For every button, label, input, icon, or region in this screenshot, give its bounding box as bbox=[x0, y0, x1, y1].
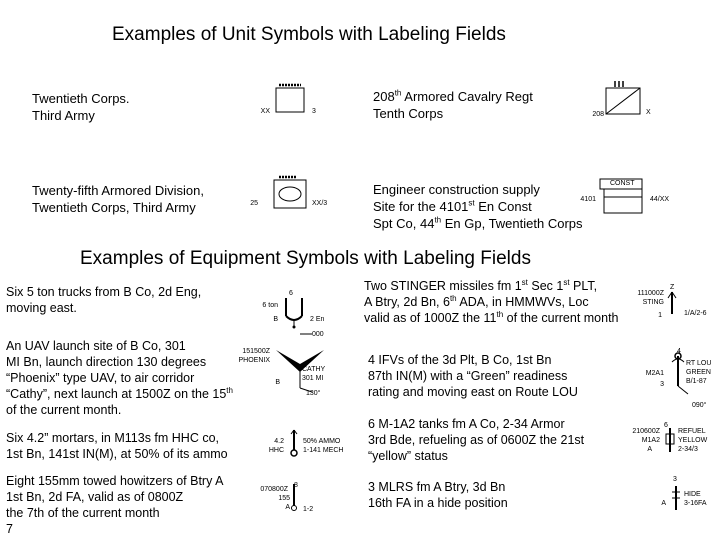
cavalry-description: 208th Armored Cavalry Regt Tenth Corps bbox=[373, 88, 533, 121]
division-unit-symbol bbox=[268, 172, 312, 222]
tanks-left-label-1: 210600Z bbox=[632, 428, 660, 435]
tanks-top-label: 6 bbox=[664, 422, 668, 429]
mlrs-right-label-1: HIDE bbox=[684, 491, 701, 498]
tanks-right-label-1: REFUEL bbox=[678, 428, 706, 435]
mortars-right-label-2: 1-141 MECH bbox=[303, 447, 344, 454]
tanks-right-label-3: 2-34/3 bbox=[678, 446, 698, 453]
cavalry-left-label: 208 bbox=[592, 111, 604, 118]
uav-equipment-symbol bbox=[270, 330, 330, 400]
howitzers-top-label: 8 bbox=[294, 482, 298, 489]
howitzers-right-label: 1-2 bbox=[303, 506, 314, 513]
trucks-left-label-1: 6 ton bbox=[262, 302, 278, 309]
engineer-right-label: 44/XX bbox=[650, 196, 670, 203]
uav-left-label-3: B bbox=[275, 379, 280, 386]
trucks-right-label: 2 En bbox=[310, 316, 325, 323]
tanks-description: 6 M-1A2 tanks fm A Co, 2-34 Armor 3rd Bde, refueling as of 0600Z the 21st “yellow” status bbox=[368, 417, 585, 463]
uav-left-label-2: PHOENIX bbox=[238, 357, 270, 364]
uav-description: An UAV launch site of B Co, 301 MI Bn, launch direction 130 degrees “Phoenix” type UAV, to air corridor “Cathy”, next launch at 1500Z on the 15th of the current month. bbox=[6, 339, 233, 417]
division-description: Twenty-fifth Armored Division, Twentieth Corps, Third Army bbox=[32, 183, 204, 215]
corps-left-label: XX bbox=[260, 108, 270, 115]
stinger-left-label-3: 1 bbox=[658, 312, 662, 319]
mortars-left-label-2: HHC bbox=[268, 447, 284, 454]
tanks-left-label-2: M1A2 bbox=[641, 437, 660, 444]
ifv-left-label-2: 3 bbox=[660, 381, 664, 388]
corps-description: Twentieth Corps. Third Army bbox=[32, 91, 130, 123]
ifv-right-label-2: GREEN bbox=[686, 369, 711, 376]
uav-bottom-label: 130° bbox=[306, 390, 321, 397]
mortars-left-label-1: 4.2 bbox=[274, 438, 284, 445]
equipment-symbols-title: Examples of Equipment Symbols with Labeling Fields bbox=[80, 248, 531, 269]
tanks-right-label-2: YELLOW bbox=[678, 437, 708, 444]
engineer-box-label: CONST bbox=[610, 180, 635, 187]
stinger-left-label-2: STING bbox=[642, 299, 664, 306]
ifv-bottom-label: 090° bbox=[692, 402, 707, 409]
mlrs-top-label: 3 bbox=[673, 476, 677, 483]
stinger-description: Two STINGER missiles fm 1st Sec 1st PLT, A Btry, 2d Bn, 6th ADA, in HMMWVs, Loc valid as of 1000Z the 11th of the current month bbox=[364, 277, 619, 325]
engineer-description: Engineer construction supply Site for the 4101st En Const Spt Co, 44th En Gp, Twentieth Corps bbox=[373, 182, 583, 231]
unit-symbols-title: Examples of Unit Symbols with Labeling Fields bbox=[112, 24, 506, 45]
cavalry-unit-symbol bbox=[600, 78, 644, 128]
howitzers-left-label-1: 155 bbox=[278, 495, 290, 502]
mlrs-description: 3 MLRS fm A Btry, 3d Bn 16th FA in a hide position bbox=[368, 480, 508, 510]
engineer-left-label: 4101 bbox=[580, 196, 596, 203]
trucks-left-label-2: B bbox=[273, 316, 278, 323]
ifv-right-label-1: RT LOU bbox=[686, 360, 712, 367]
tanks-left-label-3: A bbox=[647, 446, 652, 453]
ifv-top-label: 4 bbox=[677, 348, 681, 355]
howitzers-top-left-label: 070800Z bbox=[260, 486, 288, 493]
corps-unit-symbol bbox=[270, 80, 310, 130]
mlrs-left-label: A bbox=[661, 500, 666, 507]
cavalry-right-label: X bbox=[646, 109, 651, 116]
trucks-description: Six 5 ton trucks from B Co, 2d Eng, moving east. bbox=[6, 285, 202, 315]
division-left-label: 25 bbox=[250, 200, 258, 207]
stinger-left-label-1: 111000Z bbox=[637, 290, 664, 297]
uav-right-label-2: 301 MI bbox=[302, 375, 324, 382]
uav-left-label-1: 151500Z bbox=[242, 348, 270, 355]
ifv-description: 4 IFVs of the 3d Plt, B Co, 1st Bn 87th IN(M) with a “Green” readiness rating and moving east on Route LOU bbox=[368, 353, 578, 399]
trucks-top-label: 6 bbox=[289, 290, 293, 297]
stinger-top-label: Z bbox=[670, 284, 675, 291]
uav-top-label: 000 bbox=[312, 331, 324, 338]
mortars-description: Six 4.2” mortars, in M113s fm HHC co, 1st Bn, 141st IN(M), at 50% of its ammo bbox=[6, 431, 228, 461]
mortars-right-label-1: 50% AMMO bbox=[303, 438, 341, 445]
howitzers-description: Eight 155mm towed howitzers of Btry A 1st Bn, 2d FA, valid as of 0800Z the 7th of the current month 7 bbox=[6, 474, 224, 536]
corps-right-label: 3 bbox=[312, 108, 316, 115]
howitzers-left-label-2: A bbox=[285, 504, 290, 511]
uav-right-label-1: CATHY bbox=[302, 366, 326, 373]
division-right-label: XX/3 bbox=[312, 200, 328, 207]
mlrs-right-label-2: 3-16FA bbox=[684, 500, 707, 507]
stinger-right-label: 1/A/2-6 bbox=[684, 310, 707, 317]
ifv-left-label-1: M2A1 bbox=[645, 370, 664, 377]
ifv-right-label-3: B/1-87 bbox=[686, 378, 707, 385]
